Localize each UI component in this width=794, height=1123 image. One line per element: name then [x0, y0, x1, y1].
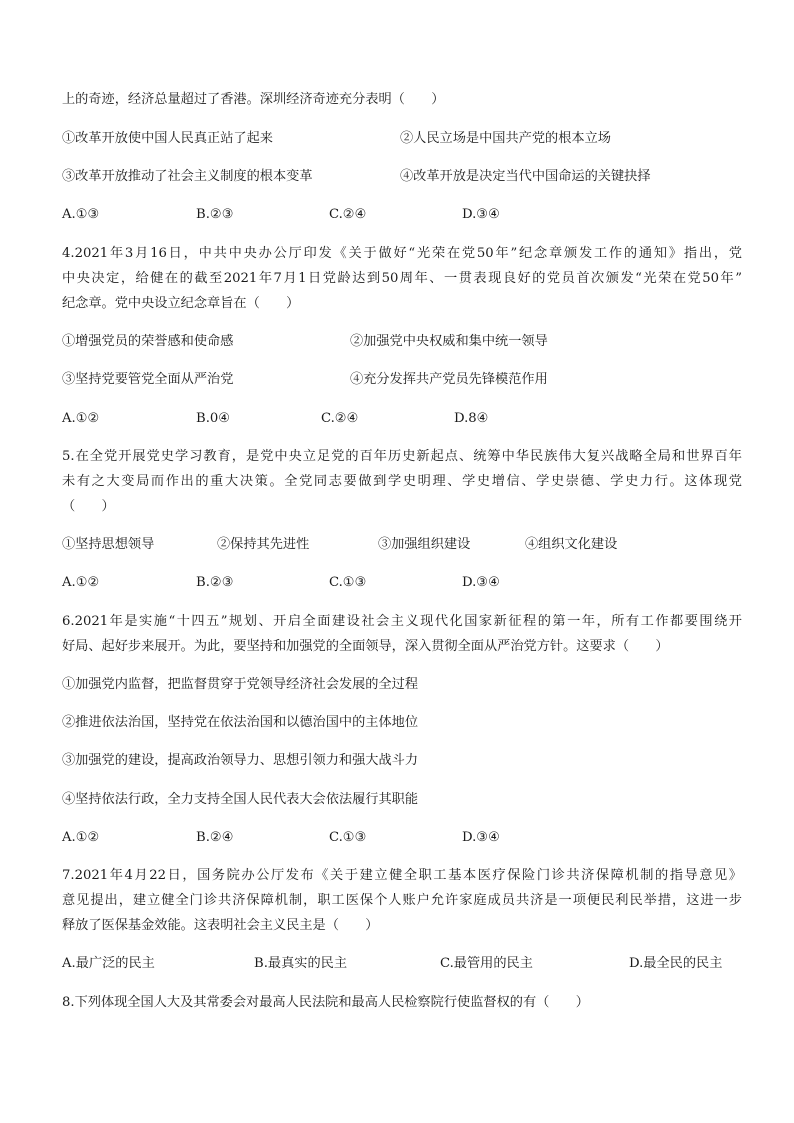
q4-option-4: ④充分发挥共产党员先锋模范作用: [350, 372, 548, 387]
q3-option-4: ④改革开放是决定当代中国命运的关键抉择: [400, 169, 651, 184]
q4-answer-a: A.①②: [62, 411, 100, 426]
q6-option-1: ①加强党内监督，把监督贯穿于党领导经济社会发展的全过程: [62, 677, 419, 692]
q5-answers: [62, 574, 742, 592]
q5-answer-b: B.②③: [196, 575, 234, 590]
q5-option-3: ③加强组织建设: [378, 537, 471, 552]
q5-stem-line-3: （ ）: [62, 499, 115, 514]
q4-stem-line-1: 4.2021年3月16日，中共中央办公厅印发《关于做好“光荣在党50年”纪念章颁发工作的通知》指出，党: [62, 246, 742, 261]
q6-answer-d: D.③④: [462, 830, 500, 845]
q3-answer-a: A.①③: [62, 207, 100, 222]
q6-stem-line-1: 6.2021年是实施“十四五”规划、开启全面建设社会主义现代化国家新征程的第一年，所有工作都要围绕开: [62, 614, 742, 629]
q6-answers: [62, 829, 742, 847]
q7-stem-line-3: 释放了医保基金效能。这表明社会主义民主是（ ）: [62, 918, 379, 933]
q4-option-2: ②加强党中央权威和集中统一领导: [350, 334, 548, 349]
q3-option-2: ②人民立场是中国共产党的根本立场: [400, 131, 611, 146]
q5-answer-d: D.③④: [462, 575, 500, 590]
q4-option-3: ③坚持党要管党全面从严治党: [62, 372, 234, 387]
q5-stem-line-1: 5.在全党开展党史学习教育，是党中央立足党的百年历史新起点、统筹中华民族伟大复兴战略全局和世界百年: [62, 449, 742, 464]
q4-answer-c: C.②④: [321, 411, 359, 426]
q5-stem-line-2: 未有之大变局而作出的重大决策。全党同志要做到学史明理、学史增信、学史崇德、学史力行。这体现党: [62, 474, 742, 489]
q4-option-1: ①增强党员的荣誉感和使命感: [62, 334, 234, 349]
q3-options-row-1: [62, 130, 742, 148]
q4-stem-line-2: 中央决定，给健在的截至2021年7月1日党龄达到50周年、一贯表现良好的党员首次颁发“光荣在党50年”: [62, 271, 742, 286]
q5-answer-c: C.①③: [329, 575, 367, 590]
q6-answer-a: A.①②: [62, 830, 100, 845]
q6-stem-line-2: 好局、起好步来展开。为此，要坚持和加强党的全面领导，深入贯彻全面从严治党方针。这要求（ ）: [62, 639, 669, 654]
q4-options-row-2: [62, 371, 742, 389]
q3-options-row-2: [62, 168, 742, 186]
q7-answer-a: A.最广泛的民主: [62, 956, 155, 971]
q3-option-3: ③改革开放推动了社会主义制度的根本变革: [62, 169, 313, 184]
q3-answer-d: D.③④: [462, 207, 500, 222]
q4-stem-line-3: 纪念章。党中央设立纪念章旨在（ ）: [62, 296, 300, 311]
q7-answer-b: B.最真实的民主: [254, 956, 348, 971]
q3-answer-c: C.②④: [329, 207, 367, 222]
q6-option-3: ③加强党的建设，提高政治领导力、思想引领力和强大战斗力: [62, 753, 419, 768]
q3-option-1: ①改革开放使中国人民真正站了起来: [62, 131, 273, 146]
q3-stem-tail: 上的奇迹，经济总量超过了香港。深圳经济奇迹充分表明（ ）: [62, 92, 445, 107]
q5-answer-a: A.①②: [62, 575, 100, 590]
q5-options-row: [62, 536, 742, 554]
q3-answers: [62, 206, 742, 224]
q7-answer-d: D.最全民的民主: [629, 956, 723, 971]
q5-option-4: ④组织文化建设: [525, 537, 618, 552]
q6-option-2: ②推进依法治国，坚持党在依法治国和以德治国中的主体地位: [62, 715, 419, 730]
q5-option-2: ②保持其先进性: [217, 537, 310, 552]
q4-answer-d: D.8④: [454, 411, 489, 426]
q7-stem-line-1: 7.2021年4月22日，国务院办公厅发布《关于建立健全职工基本医疗保险门诊共济保障机制的指导意见》: [62, 868, 742, 883]
q8-stem-line-1: 8.下列体现全国人大及其常委会对最高人民法院和最高人民检察院行使监督权的有（ ）: [62, 995, 589, 1010]
q6-option-4: ④坚持依法行政，全力支持全国人民代表大会依法履行其职能: [62, 792, 419, 807]
q6-answer-b: B.②④: [196, 830, 234, 845]
q4-answer-b: B.0④: [196, 411, 231, 426]
q5-option-1: ①坚持思想领导: [62, 537, 155, 552]
q7-answers: [62, 955, 742, 973]
q4-answers: [62, 410, 742, 428]
q6-answer-c: C.①③: [329, 830, 367, 845]
q7-answer-c: C.最管用的民主: [440, 956, 533, 971]
q7-stem-line-2: 意见提出，建立健全门诊共济保障机制，职工医保个人账户允许家庭成员共济是一项便民利民举措，这进一步: [62, 893, 742, 908]
q3-answer-b: B.②③: [196, 207, 234, 222]
q4-options-row-1: [62, 333, 742, 351]
